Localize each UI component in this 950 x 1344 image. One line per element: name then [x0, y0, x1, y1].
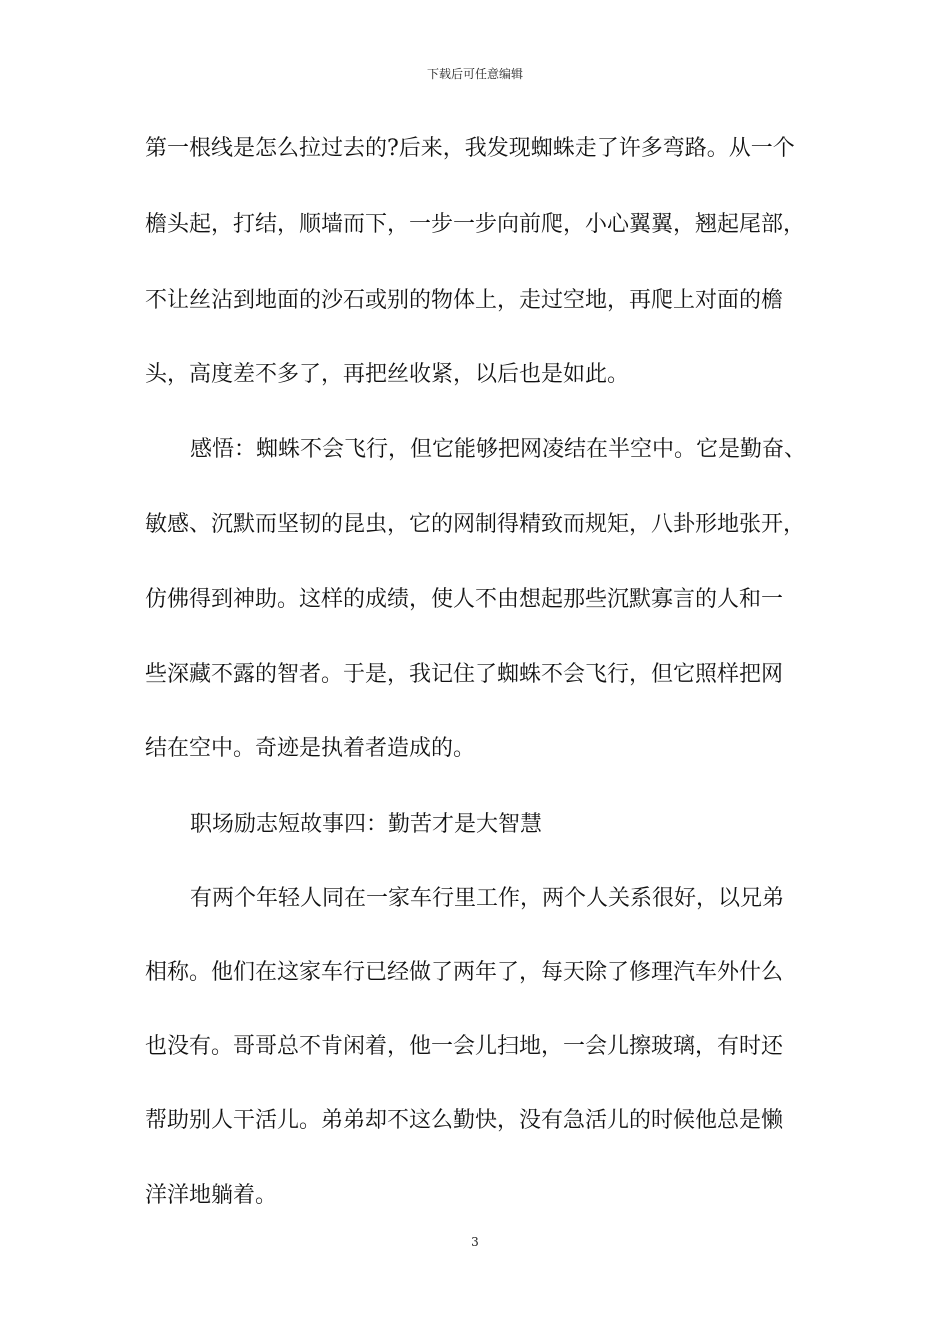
body-line: 些深藏不露的智者。于是，我记住了蜘蛛不会飞行，但它照样把网	[145, 662, 784, 687]
body-line: 第一根线是怎么拉过去的?后来，我发现蜘蛛走了许多弯路。从一个	[145, 136, 795, 161]
paragraph-start-line: 感悟：蜘蛛不会飞行，但它能够把网凌结在半空中。它是勤奋、	[190, 437, 807, 462]
body-line: 檐头起，打结，顺墙而下，一步一步向前爬，小心翼翼，翘起尾部，	[145, 212, 806, 237]
body-line: 也没有。哥哥总不肯闲着，他一会儿扫地，一会儿擦玻璃，有时还	[145, 1034, 784, 1059]
body-line: 帮助别人干活儿。弟弟却不这么勤快，没有急活儿的时候他总是懒	[145, 1108, 784, 1133]
page-header: 下载后可任意编辑	[426, 67, 523, 81]
section-heading: 职场励志短故事四：勤苦才是大智慧	[190, 812, 543, 837]
body-line: 仿佛得到神助。这样的成绩，使人不由想起那些沉默寡言的人和一	[145, 587, 784, 612]
paragraph-start-line: 有两个年轻人同在一家车行里工作，两个人关系很好，以兄弟	[190, 886, 785, 911]
body-line: 头，高度差不多了，再把丝收紧，以后也是如此。	[145, 362, 630, 387]
body-line: 洋洋地躺着。	[145, 1183, 278, 1208]
body-line: 不让丝沾到地面的沙石或别的物体上，走过空地，再爬上对面的檐	[145, 288, 784, 313]
body-line: 相称。他们在这家车行已经做了两年了，每天除了修理汽车外什么	[145, 960, 784, 985]
body-line: 结在空中。奇迹是执着者造成的。	[145, 736, 476, 761]
body-line: 敏感、沉默而坚韧的昆虫，它的网制得精致而规矩，八卦形地张开，	[145, 512, 806, 537]
page-number: 3	[471, 1235, 479, 1249]
